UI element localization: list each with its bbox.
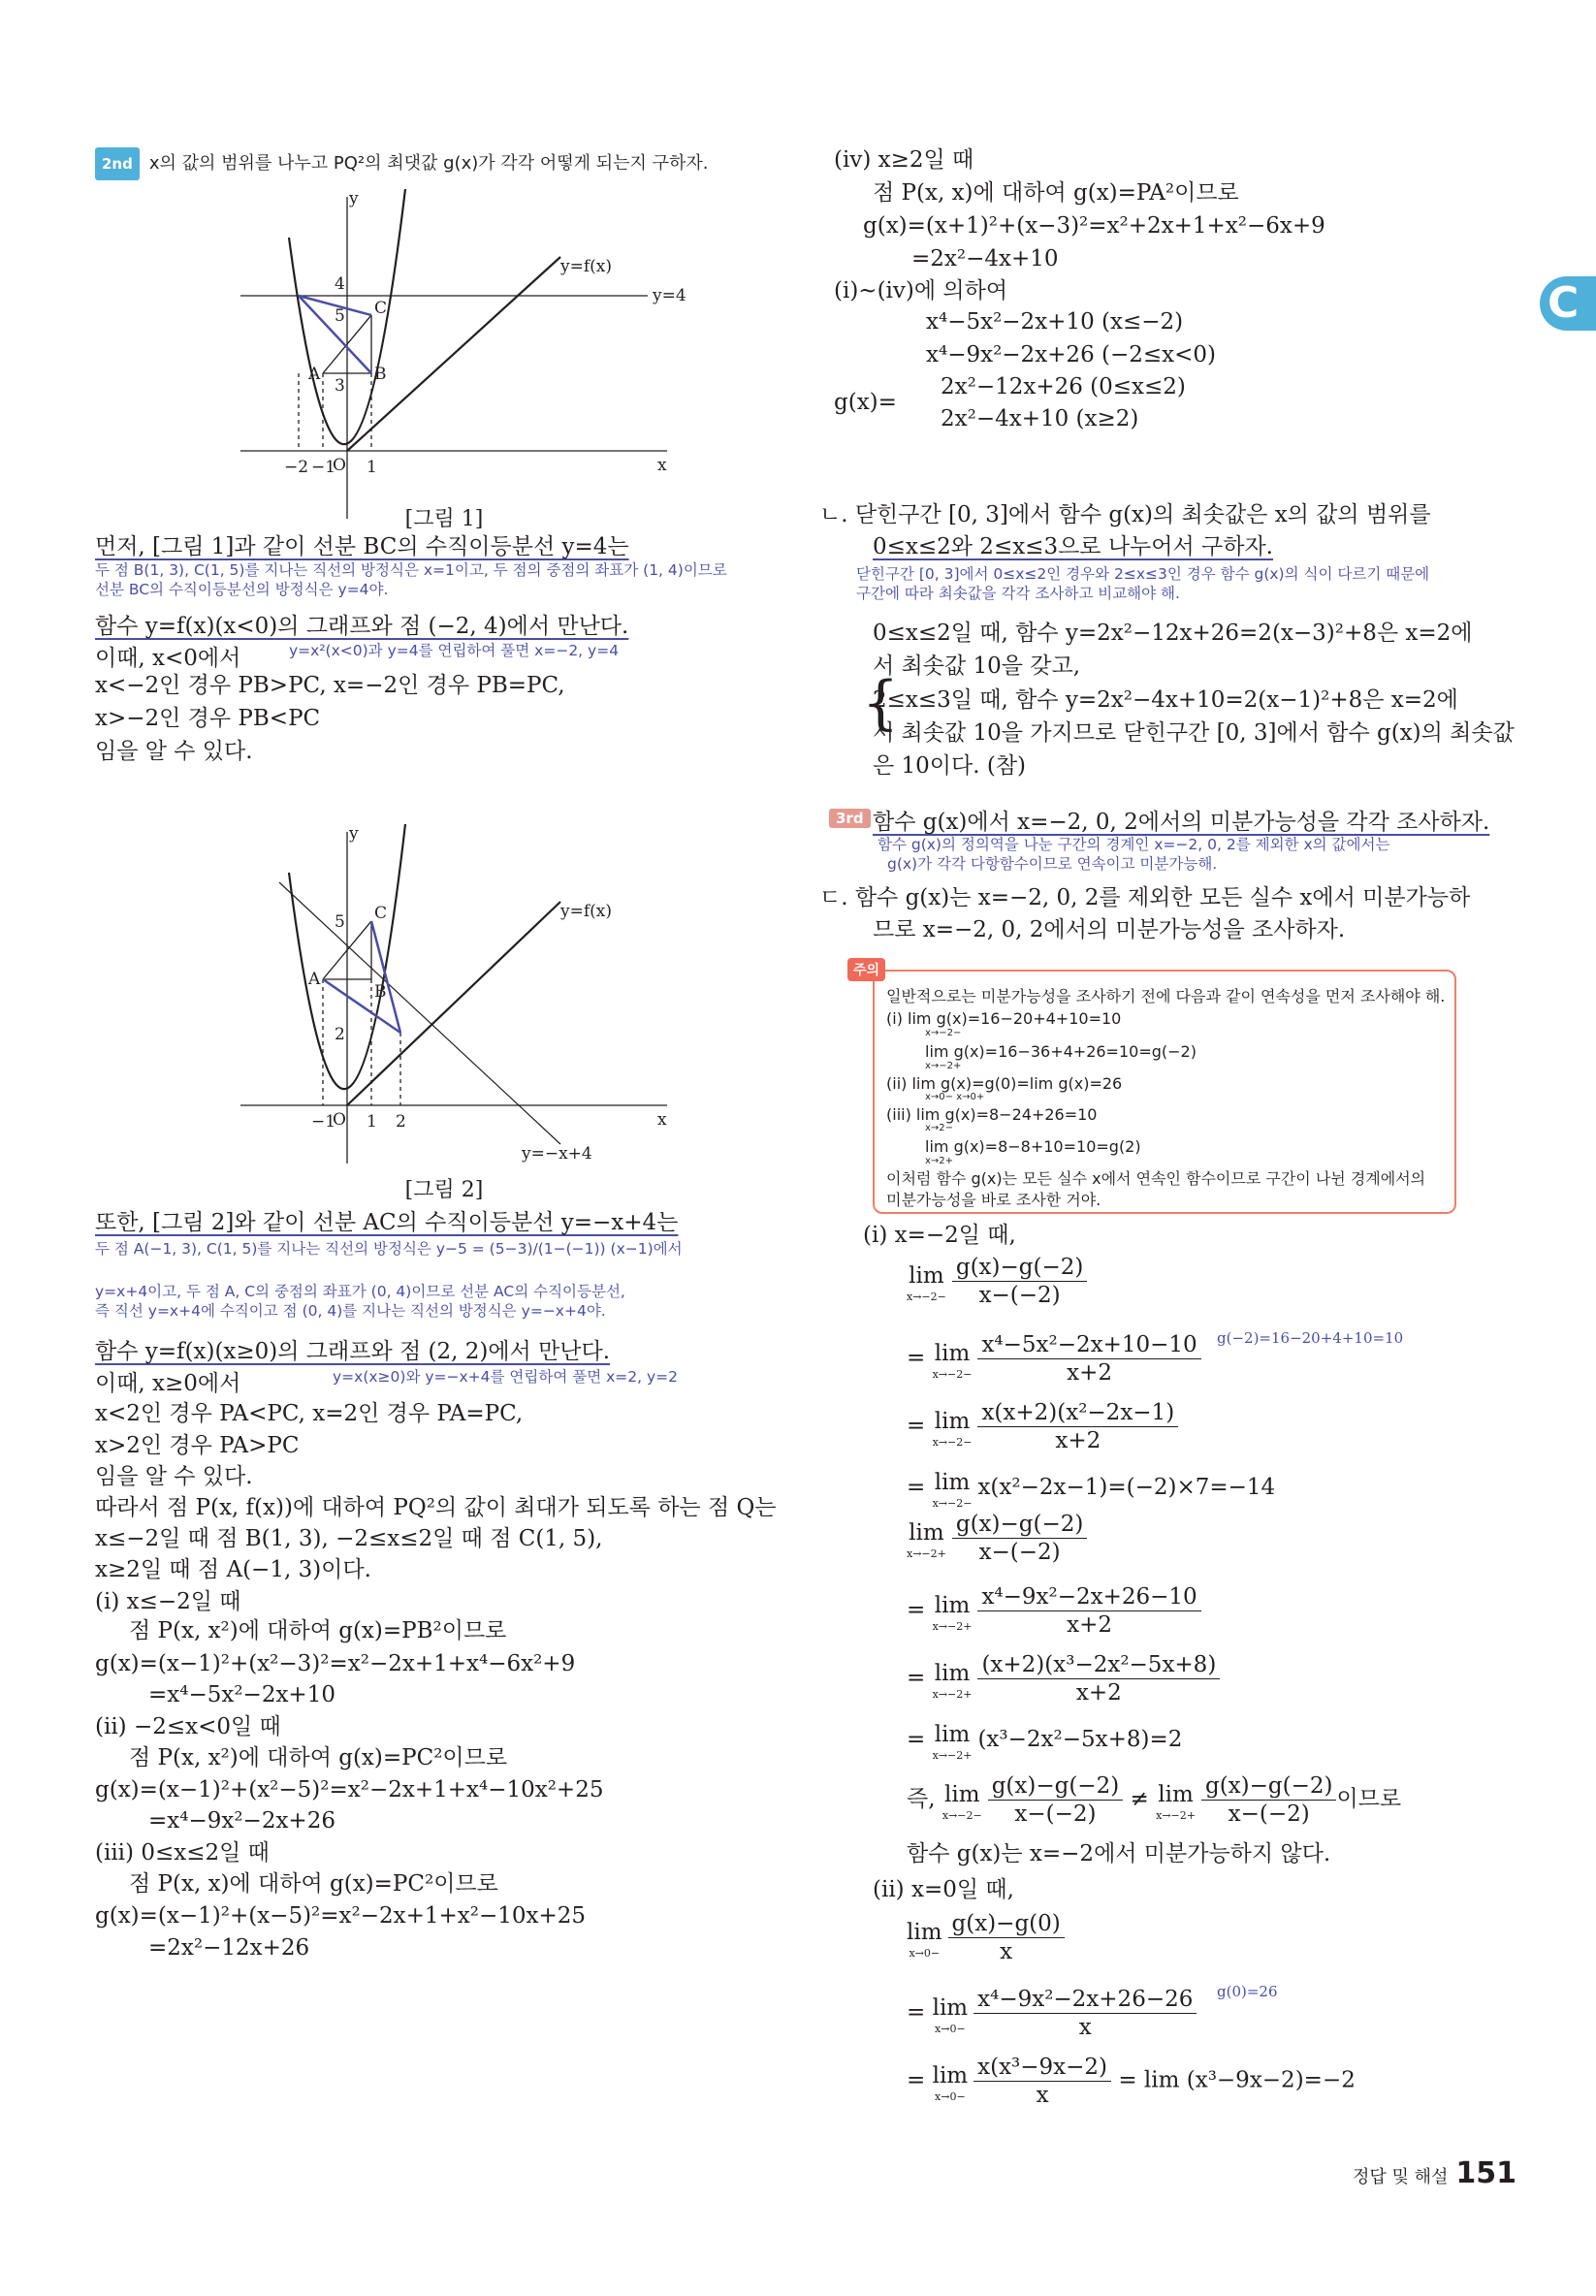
text-line: g(x)=(x−1)²+(x²−5)²=x²−2x+1+x⁴−10x²+25 [95, 1777, 604, 1802]
text-line: 함수 g(x)의 정의역을 나눈 구간의 경계인 x=−2, 0, 2를 제외한 x의 값에서는 [878, 836, 1390, 853]
lim-word: lim [934, 1470, 971, 1495]
limit [907, 1517, 946, 1560]
caution-line: 이처럼 함수 g(x)는 모든 실수 x에서 연속인 함수이므로 구간이 나뉜 경계에서의 [886, 1169, 1426, 1188]
text-line: 선분 BC의 수직이등분선의 방정식은 y=4야. [95, 581, 389, 598]
lim-word: lim [909, 1262, 944, 1289]
piecewise-brace: { [862, 669, 900, 737]
fig2-label: 5 [335, 912, 345, 932]
limit [933, 1467, 973, 1510]
text-line: (ii) −2≤x<0일 때 [95, 1714, 281, 1739]
text-line: x≤−2일 때 점 B(1, 3), −2≤x≤2일 때 점 C(1, 5), [95, 1526, 603, 1551]
fraction [1201, 1772, 1337, 1828]
caution-line: (ii) lim g(x)=g(0)=lim g(x)=26 [886, 1074, 1123, 1093]
fig1-label: y [349, 189, 359, 208]
section-letter: C [1548, 278, 1580, 328]
text-line: =x⁴−9x²−2x+26 [148, 1808, 335, 1834]
result: = lim (x³−9x−2)=−2 [1118, 2067, 1356, 2093]
limit-subscript: x→−2− [907, 1290, 946, 1303]
lim-word: lim [934, 1660, 971, 1686]
fig1-label: O [333, 456, 346, 475]
limit [933, 1590, 973, 1633]
result: (x³−2x²−5x+8)=2 [977, 1727, 1183, 1752]
denominator: x [1036, 2083, 1049, 2108]
text-line: 구간에 따라 최솟값을 각각 조사하고 비교해야 해. [856, 585, 1180, 602]
fraction [977, 1651, 1220, 1706]
figure-1 [240, 189, 696, 528]
caution-box [853, 963, 1456, 1214]
fig2-label: C [374, 904, 388, 923]
fig1-label: 3 [335, 376, 345, 396]
text-line: 점 P(x, x²)에 대하여 g(x)=PC²이므로 [129, 1745, 508, 1770]
denominator: x−(−2) [1014, 1802, 1097, 1827]
text-line: 이때, x<0에서 [95, 646, 241, 671]
text-line: 두 점 A(−1, 3), C(1, 5)를 지나는 직선의 방정식은 y−5 = (5−3)/(1−(−1)) (x−1)에서 [95, 1240, 683, 1258]
limit [933, 1719, 973, 1762]
text-line: ㄴ. 닫힌구간 [0, 3]에서 함수 g(x)의 최솟값은 x의 값의 범위를 [819, 502, 1431, 527]
text-line: 점 P(x, x)에 대하여 g(x)=PC²이므로 [129, 1871, 498, 1897]
text-line: 점 P(x, x²)에 대하여 g(x)=PB²이므로 [129, 1618, 507, 1643]
text-line: x<−2인 경우 PB>PC, x=−2인 경우 PB=PC, [95, 673, 565, 698]
calc-row [907, 1910, 1065, 1965]
limit-subscript: x→0− [909, 1946, 941, 1960]
step2-heading [95, 147, 709, 180]
numerator: x⁴−9x²−2x+26−26 [974, 1986, 1197, 2014]
text-line: g(x)가 각각 다항함수이므로 연속이고 미분가능해. [887, 855, 1218, 873]
section-tab [1540, 276, 1596, 331]
caution-tag: 주의 [847, 958, 885, 981]
lim-word: lim [1158, 1781, 1194, 1807]
figure-2-caption: [그림 2] [404, 1178, 484, 1202]
fraction [948, 1910, 1065, 1965]
text-line: y=x+4이고, 두 점 A, C의 중점의 좌표가 (0, 4)이므로 선분 AC의 수직이등분선, [95, 1283, 625, 1300]
lim-word: lim [907, 1919, 942, 1945]
fraction [988, 1772, 1124, 1828]
figure-2 [240, 824, 696, 1173]
text-line: (i)~(iv)에 의하여 [834, 278, 1008, 303]
fig1-label: B [374, 365, 387, 384]
denominator: x−(−2) [978, 1283, 1061, 1308]
denominator: x+2 [1075, 1680, 1122, 1706]
fig2-label: x [657, 1110, 667, 1130]
calc-row [907, 1651, 1220, 1706]
limit-subscript: x→−2+ [932, 1749, 973, 1762]
limit [1156, 1779, 1196, 1822]
numerator: x⁴−5x²−2x+10−10 [977, 1331, 1200, 1359]
text-line: 또한, [그림 2]와 같이 선분 AC의 수직이등분선 y=−x+4는 [95, 1210, 679, 1235]
fig2-label: −1 [311, 1112, 336, 1132]
text-line: g(x)=(x−1)²+(x−5)²=x²−2x+1+x²−10x+25 [95, 1903, 587, 1929]
calc-row [873, 1874, 1014, 1905]
text-line: x<2인 경우 PA<PC, x=2인 경우 PA=PC, [95, 1401, 524, 1426]
numerator: x(x+2)(x²−2x−1) [977, 1399, 1178, 1427]
text-line: x>−2인 경우 PB<PC [95, 706, 321, 731]
text-line: (iii) 0≤x≤2일 때 [95, 1840, 270, 1866]
fig2-label: O [333, 1110, 346, 1130]
denominator: x+2 [1067, 1360, 1113, 1386]
limit-subscript: x→−2+ [907, 1547, 946, 1560]
limit [933, 1406, 973, 1449]
fig2-label: 2 [396, 1112, 406, 1132]
fraction [977, 1583, 1200, 1639]
step2-badge: 2nd [95, 147, 140, 180]
limit [907, 1260, 946, 1303]
text-line: (iv) x≥2일 때 [834, 147, 974, 173]
equals-sign: = [907, 1665, 926, 1691]
lim-word: lim [934, 1722, 971, 1747]
calc-row [907, 1511, 1087, 1566]
denominator: x [1000, 1939, 1013, 1964]
text-line: g(x)= [834, 390, 897, 415]
caution-line: x→−2− [925, 1028, 962, 1038]
text-line: y=x²(x<0)과 y=4를 연립하여 풀면 x=−2, y=4 [289, 642, 620, 659]
equals-sign: = [907, 1413, 926, 1439]
text-line: 두 점 B(1, 3), C(1, 5)를 지나는 직선의 방정식은 x=1이고, 두 점의 중점의 좌표가 (1, 4)이므로 [95, 561, 727, 579]
calc-row [863, 1220, 1016, 1251]
side-note-row [1217, 1974, 1278, 2007]
text-line: 0≤x≤2와 2≤x≤3으로 나누어서 구하자. [873, 534, 1273, 559]
fig1-label: 1 [367, 458, 377, 477]
not-equal: ≠ [1130, 1786, 1149, 1812]
denominator: x−(−2) [1228, 1802, 1310, 1827]
limit [933, 2060, 969, 2103]
equals-sign: = [907, 1475, 926, 1500]
fig1-label: C [374, 299, 388, 318]
denominator: x+2 [1067, 1612, 1113, 1638]
text-line: 므로 x=−2, 0, 2에서의 미분가능성을 조사하자. [873, 917, 1346, 942]
text-line: 임을 알 수 있다. [95, 739, 253, 764]
text-line: 0≤x≤2일 때, 함수 y=2x²−12x+26=2(x−3)²+8은 x=2에 [873, 621, 1473, 646]
lim-word: lim [932, 2062, 969, 2089]
fraction [977, 1399, 1178, 1454]
caution-line: x→2+ [925, 1156, 954, 1166]
fig2-label: A [308, 970, 321, 989]
calc-row [907, 1986, 1197, 2041]
limit-subscript: x→−2+ [932, 1619, 973, 1633]
calc-row [907, 1399, 1178, 1454]
limit-subscript: x→−2+ [932, 1687, 973, 1701]
fraction [974, 2054, 1111, 2109]
caution-line: x→−2+ [925, 1061, 962, 1071]
conclusion: 함수 g(x)는 x=−2에서 미분가능하지 않다. [907, 1841, 1331, 1866]
numerator: g(x)−g(−2) [988, 1772, 1124, 1801]
side-note: g(−2)=16−20+4+10=10 [1217, 1329, 1404, 1347]
numerator: x(x³−9x−2) [974, 2054, 1111, 2082]
case-heading: (i) x=−2일 때, [863, 1223, 1016, 1248]
result: x(x²−2x−1)=(−2)×7=−14 [977, 1475, 1276, 1500]
text-line: x≥2일 때 점 A(−1, 3)이다. [95, 1557, 371, 1582]
fig1-label: −2 [284, 458, 309, 477]
caution-line: 일반적으로는 미분가능성을 조사하기 전에 다음과 같이 연속성을 먼저 조사해야 해. [886, 987, 1446, 1005]
fig2-label: y=f(x) [560, 902, 612, 921]
fig1-label: x [657, 456, 667, 475]
fig1-label: −1 [311, 458, 336, 477]
page-number: 151 [1455, 2156, 1517, 2190]
limit-subscript: x→−2+ [1156, 1808, 1196, 1822]
numerator: g(x)−g(−2) [952, 1254, 1088, 1282]
text-line: 2x²−12x+26 (0≤x≤2) [941, 374, 1186, 399]
text-line: 은 10이다. (참) [873, 753, 1027, 779]
limit [942, 1779, 982, 1822]
limit [933, 1658, 973, 1701]
text-line: 함수 g(x)에서 x=−2, 0, 2에서의 미분가능성을 각각 조사하자. [873, 810, 1490, 835]
text-line: =2x²−12x+26 [148, 1935, 310, 1961]
numerator: x⁴−9x²−2x+26−10 [977, 1583, 1200, 1611]
limit-subscript: x→−2− [942, 1808, 982, 1822]
calc-row [907, 2054, 1356, 2109]
equals-sign: = [907, 1345, 926, 1371]
text-line: 2≤x≤3일 때, 함수 y=2x²−4x+10=2(x−1)²+8은 x=2에 [873, 687, 1458, 713]
calc-row [907, 1772, 1401, 1828]
calc-row [907, 1583, 1201, 1639]
fig2-label: y=−x+4 [522, 1144, 592, 1164]
text-line: 서 최솟값 10을 갖고, [873, 654, 1081, 679]
caution-line: (iii) lim g(x)=8−24+26=10 [886, 1105, 1098, 1124]
text-line: 2x²−4x+10 (x≥2) [941, 406, 1139, 431]
text-line: 서 최솟값 10을 가지므로 닫힌구간 [0, 3]에서 함수 g(x)의 최솟값 [873, 720, 1515, 746]
calc-row [907, 1719, 1182, 1762]
numerator: g(x)−g(0) [948, 1910, 1065, 1938]
lim-word: lim [944, 1781, 980, 1807]
text-line: x>2인 경우 PA>PC [95, 1433, 300, 1458]
denominator: x [1078, 2015, 1092, 2040]
caution-line: x→0− x→0+ [925, 1092, 985, 1102]
numerator: g(x)−g(−2) [952, 1511, 1088, 1539]
denominator: x−(−2) [978, 1540, 1061, 1565]
step2-title: x의 값의 범위를 나누고 PQ²의 최댓값 g(x)가 각각 어떻게 되는지 구하자. [148, 153, 709, 174]
text-line: x⁴−5x²−2x+10 (x≤−2) [926, 309, 1184, 335]
page-footer [1353, 2156, 1516, 2190]
text: 즉, [907, 1786, 936, 1812]
calc-row [907, 1331, 1201, 1387]
step3-badge: 3rd [829, 809, 871, 828]
caution-line: (i) lim g(x)=16−20+4+10=10 [886, 1009, 1122, 1028]
fig2-label: B [374, 982, 387, 1002]
equals-sign: = [907, 2067, 926, 2093]
limit [907, 1917, 942, 1960]
caution-line: 미분가능성을 바로 조사한 거야. [886, 1191, 1101, 1209]
limit-subscript: x→0− [935, 2022, 966, 2035]
fraction [977, 1331, 1200, 1387]
fig1-label: A [308, 365, 321, 384]
fig1-label: 4 [335, 274, 345, 294]
caution-line: x→2− [925, 1123, 954, 1133]
lim-word: lim [909, 1519, 944, 1546]
text: 이므로 [1336, 1786, 1402, 1812]
limit-subscript: x→0− [935, 2089, 966, 2103]
equals-sign: = [907, 1727, 926, 1752]
text-line: 함수 y=f(x)(x<0)의 그래프와 점 (−2, 4)에서 만난다. [95, 614, 629, 639]
fig2-label: 2 [335, 1025, 345, 1044]
text-line: x⁴−9x²−2x+26 (−2≤x<0) [926, 342, 1217, 367]
lim-word: lim [934, 1592, 971, 1618]
text-line: 따라서 점 P(x, f(x))에 대하여 PQ²의 값이 최대가 되도록 하는 점 Q는 [95, 1495, 777, 1520]
calc-row [907, 1838, 1330, 1869]
text-line: y=x(x≥0)와 y=−x+4를 연립하여 풀면 x=2, y=2 [333, 1368, 679, 1386]
text-line: 이때, x≥0에서 [95, 1371, 241, 1396]
limit [933, 1338, 973, 1381]
text-line: =x⁴−5x²−2x+10 [148, 1682, 335, 1707]
text-line: 함수 y=f(x)(x≥0)의 그래프와 점 (2, 2)에서 만난다. [95, 1339, 611, 1364]
side-note-row [1217, 1321, 1403, 1354]
lim-word: lim [934, 1408, 971, 1434]
fraction [952, 1511, 1088, 1566]
derivative-calculation [819, 1220, 1517, 2248]
text-line: g(x)=(x+1)²+(x−3)²=x²+2x+1+x²−6x+9 [863, 213, 1325, 239]
figure-1-caption: [그림 1] [404, 507, 484, 531]
fig1-label: y=f(x) [560, 257, 612, 276]
text-line: 먼저, [그림 1]과 같이 선분 BC의 수직이등분선 y=4는 [95, 534, 629, 559]
fig1-label: y=4 [653, 286, 686, 305]
fraction [974, 1986, 1197, 2041]
caution-line: lim g(x)=16−36+4+26=10=g(−2) [925, 1042, 1197, 1061]
lim-word: lim [934, 1340, 971, 1366]
text-line: 점 P(x, x)에 대하여 g(x)=PA²이므로 [873, 180, 1239, 206]
calc-row [907, 1254, 1087, 1309]
text-line: =2x²−4x+10 [911, 246, 1059, 271]
limit [933, 1993, 969, 2035]
equals-sign: = [907, 1597, 926, 1623]
equals-sign: = [907, 1999, 926, 2025]
limit-subscript: x→−2− [932, 1497, 973, 1510]
text-line: ㄷ. 함수 g(x)는 x=−2, 0, 2를 제외한 모든 실수 x에서 미분가능하 [819, 885, 1471, 910]
fig1-label: 5 [335, 306, 345, 326]
lim-word: lim [932, 1994, 969, 2021]
fig1-line [347, 257, 560, 451]
limit-subscript: x→−2− [932, 1367, 973, 1381]
fraction [952, 1254, 1088, 1309]
numerator: g(x)−g(−2) [1201, 1772, 1337, 1801]
text-line: 임을 알 수 있다. [95, 1464, 253, 1489]
calc-row [907, 1467, 1275, 1510]
text-line: g(x)=(x−1)²+(x²−3)²=x²−2x+1+x⁴−6x²+9 [95, 1651, 576, 1676]
text-line: 즉 직선 y=x+4에 수직이고 점 (0, 4)를 지나는 직선의 방정식은 y=−x+4야. [95, 1302, 606, 1320]
text-line: 닫힌구간 [0, 3]에서 0≤x≤2인 경우와 2≤x≤3인 경우 함수 g(x)의 식이 다르기 때문에 [856, 565, 1430, 583]
fig2-label: y [349, 824, 359, 844]
text-line: (i) x≤−2일 때 [95, 1589, 241, 1614]
numerator: (x+2)(x³−2x²−5x+8) [977, 1651, 1220, 1679]
side-note: g(0)=26 [1217, 1983, 1278, 2000]
footer-label: 정답 및 해설 [1353, 2167, 1449, 2187]
fig2-label: 1 [367, 1112, 377, 1132]
case-heading: (ii) x=0일 때, [873, 1877, 1014, 1902]
denominator: x+2 [1055, 1428, 1101, 1453]
limit-subscript: x→−2− [932, 1435, 973, 1449]
caution-line: lim g(x)=8−8+10=10=g(2) [925, 1137, 1141, 1156]
